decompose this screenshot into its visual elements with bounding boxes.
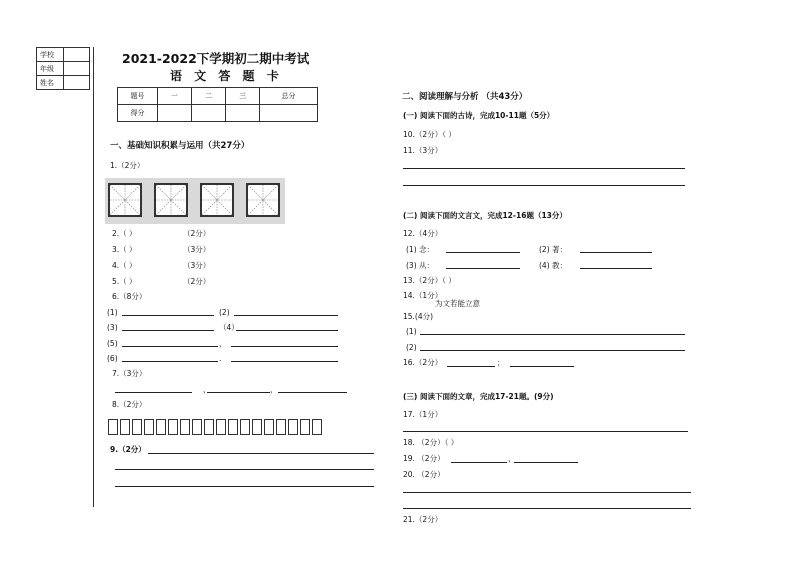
q11-label: 11.（3分） <box>403 146 443 155</box>
char-box[interactable] <box>168 419 178 435</box>
student-info-table <box>36 47 90 90</box>
tian-grid-cell[interactable] <box>200 183 234 217</box>
name-label: 姓名 <box>37 76 64 90</box>
score-header-cell: 三 <box>226 88 260 105</box>
q15-1-label: (1) <box>406 327 417 336</box>
q13-label: 13.（2分）（ ） <box>403 276 456 285</box>
q4-label: 4.（ ） <box>112 261 137 270</box>
q12-label: 12.（4分） <box>403 229 443 238</box>
q14-prompt: 为文若能立意 <box>435 299 480 308</box>
char-box[interactable] <box>204 419 214 435</box>
score-cell[interactable] <box>192 105 226 122</box>
q6-blank-1-label: (1) <box>107 308 118 317</box>
q12-4-blank[interactable] <box>580 268 652 269</box>
writing-grid <box>105 178 285 224</box>
q19-blank-2[interactable] <box>514 462 578 463</box>
score-cell[interactable] <box>158 105 192 122</box>
passage3-heading: (三) 阅读下面的文章，完成17-21题。(9分) <box>403 392 554 401</box>
char-box[interactable] <box>252 419 262 435</box>
school-label: 学校 <box>37 48 64 62</box>
char-box[interactable] <box>120 419 130 435</box>
q20-line-2[interactable] <box>403 508 691 509</box>
q6-blank-2[interactable] <box>234 315 338 316</box>
q9-line-1[interactable] <box>148 453 374 454</box>
q6-blank-6-dot: . <box>219 354 222 363</box>
tian-grid-cell[interactable] <box>246 183 280 217</box>
char-box[interactable] <box>240 419 250 435</box>
q7-blank-3[interactable] <box>278 392 347 393</box>
q9-label: 9.（2分） <box>110 445 146 454</box>
q17-label: 17.（1分） <box>403 410 443 419</box>
score-header-cell: 二 <box>192 88 226 105</box>
q15-2-blank[interactable] <box>420 350 685 351</box>
score-header-cell: 题号 <box>118 88 158 105</box>
q12-4-label: (4) 教： <box>539 261 568 270</box>
q16-blank-1[interactable] <box>447 366 495 367</box>
class-field[interactable] <box>64 62 90 76</box>
q12-2-blank[interactable] <box>580 252 652 253</box>
q12-3-label: (3) 从： <box>406 261 435 270</box>
q12-2-label: (2) 著： <box>539 245 568 254</box>
name-field[interactable] <box>64 76 90 90</box>
q6-blank-6a[interactable] <box>122 361 218 362</box>
q11-line-2[interactable] <box>403 185 685 186</box>
q7-blank-2[interactable] <box>207 392 270 393</box>
score-cell[interactable] <box>226 105 260 122</box>
score-header-cell: 总分 <box>260 88 318 105</box>
q7-blank-1[interactable] <box>115 392 192 393</box>
q19-sep: ， <box>508 454 516 463</box>
q1-label: 1.（2分） <box>110 161 145 170</box>
q17-line[interactable] <box>403 431 688 432</box>
passage1-heading: (一) 阅读下面的古诗，完成10-11题（5分） <box>403 111 555 120</box>
q21-label: 21.（2分） <box>403 515 443 524</box>
sheet-subtitle: 语 文 答 题 卡 <box>170 69 283 83</box>
score-table <box>117 87 318 122</box>
char-box[interactable] <box>228 419 238 435</box>
tian-grid-cell[interactable] <box>108 183 142 217</box>
q6-blank-1[interactable] <box>122 315 214 316</box>
q6-blank-6b[interactable] <box>231 361 338 362</box>
char-box[interactable] <box>180 419 190 435</box>
char-box[interactable] <box>276 419 286 435</box>
q20-line-1[interactable] <box>403 492 691 493</box>
q6-label: 6.（8分） <box>112 292 147 301</box>
q6-blank-5b[interactable] <box>231 346 338 347</box>
q19-label: 19. （2分） <box>403 454 445 463</box>
section1-heading: 一、基础知识积累与运用（共27分） <box>110 141 250 151</box>
q15-2-label: (2) <box>406 343 417 352</box>
q6-blank-3[interactable] <box>122 330 214 331</box>
passage2-heading: (二) 阅读下面的文言文，完成12-16题（13分） <box>403 211 567 220</box>
q6-blank-4[interactable] <box>236 330 338 331</box>
char-box[interactable] <box>132 419 142 435</box>
score-header-cell: 一 <box>158 88 192 105</box>
char-box[interactable] <box>192 419 202 435</box>
q12-1-blank[interactable] <box>446 252 520 253</box>
char-box[interactable] <box>108 419 118 435</box>
q6-blank-6-label: (6) <box>107 354 118 363</box>
tian-grid-cell[interactable] <box>154 183 188 217</box>
q10-label: 10.（2分）（ ） <box>403 130 456 139</box>
q15-1-blank[interactable] <box>420 334 685 335</box>
q6-blank-4-label: （4） <box>219 323 239 332</box>
class-label: 年级 <box>37 62 64 76</box>
q6-blank-2-label: (2) <box>219 308 230 317</box>
binding-line <box>93 47 94 507</box>
q2-label: 2.（ ） <box>112 229 137 238</box>
q5-label: 5.（ ） <box>112 277 137 286</box>
q9-line-2[interactable] <box>115 469 374 470</box>
q12-3-blank[interactable] <box>446 268 520 269</box>
char-box[interactable] <box>312 419 322 435</box>
q15-label: 15.(4分) <box>403 312 434 321</box>
q11-line-1[interactable] <box>403 168 685 169</box>
section2-heading: 二、阅读理解与分析 （共43分） <box>402 92 528 102</box>
q12-1-label: (1) 念： <box>406 245 435 254</box>
q18-label: 18. （2分）（ ） <box>403 438 459 447</box>
q3-label: 3.（ ） <box>112 245 137 254</box>
q6-blank-3-label: (3) <box>107 323 118 332</box>
score-cell[interactable] <box>260 105 318 122</box>
q3-points: （3分） <box>183 245 211 254</box>
q5-points: （2分） <box>183 277 211 286</box>
q7-label: 7.（3分） <box>112 369 147 378</box>
q9-line-3[interactable] <box>115 486 374 487</box>
q19-blank-1[interactable] <box>451 462 507 463</box>
q7-sep-2: ， <box>270 385 278 394</box>
q6-blank-5-comma: ， <box>219 339 227 348</box>
q16-blank-2[interactable] <box>510 366 574 367</box>
char-box[interactable] <box>264 419 274 435</box>
char-box[interactable] <box>156 419 166 435</box>
exam-title: 2021-2022下学期初二期中考试 <box>122 51 310 66</box>
q8-label: 8.（2分） <box>112 400 147 409</box>
q16-label: 16.（2分） <box>403 358 443 367</box>
char-box[interactable] <box>300 419 310 435</box>
q7-sep-1: ， <box>203 385 211 394</box>
school-field[interactable] <box>64 48 90 62</box>
q14-label: 14.（1分） <box>403 291 443 300</box>
q4-points: （3分） <box>183 261 211 270</box>
q16-sep: ； <box>497 358 505 367</box>
q6-blank-5-label: (5) <box>107 339 118 348</box>
char-box[interactable] <box>216 419 226 435</box>
q2-points: （2分） <box>183 229 211 238</box>
char-box[interactable] <box>144 419 154 435</box>
char-box[interactable] <box>288 419 298 435</box>
q20-label: 20. （2分） <box>403 470 445 479</box>
score-row-label: 得分 <box>118 105 158 122</box>
q6-blank-5a[interactable] <box>122 346 218 347</box>
